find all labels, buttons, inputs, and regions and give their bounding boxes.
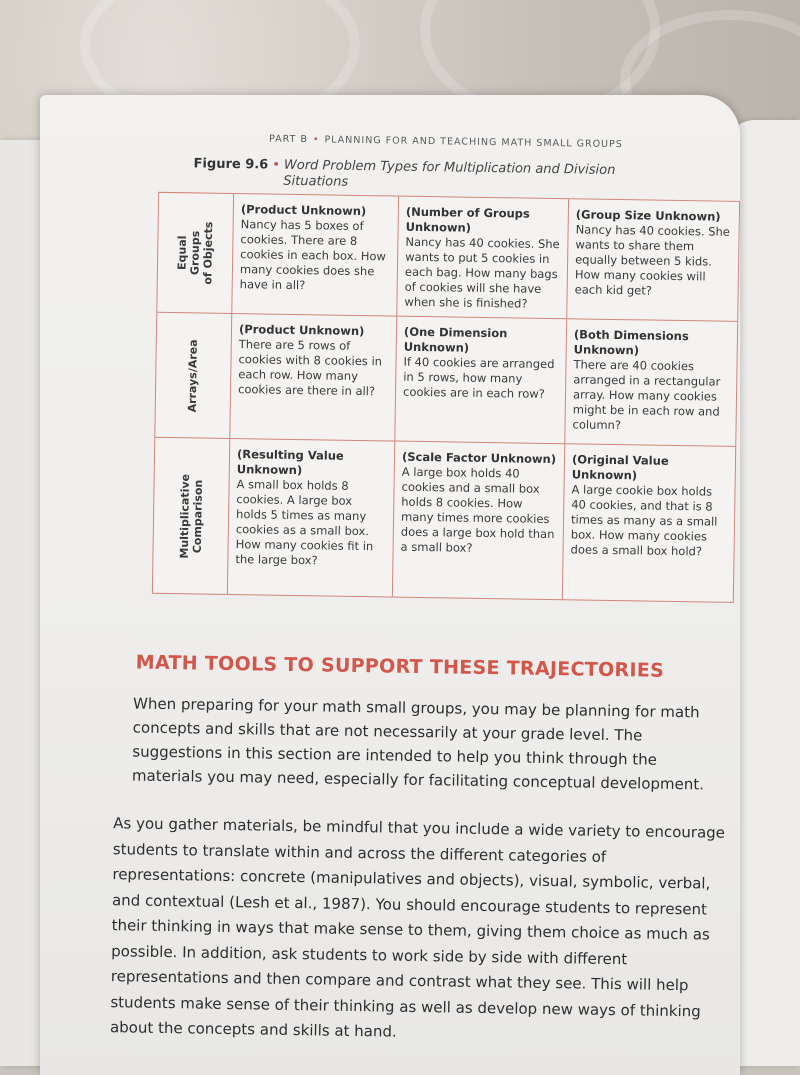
- cell-text: Nancy has 40 cookies. She wants to share them equally between 5 kids. How many cookies will each kid get?: [574, 222, 731, 298]
- cell-text: A large box holds 40 cookies and a small box holds 8 cookies. How many times more cookies does a large box hold than a small box?: [400, 464, 555, 555]
- table-cell: [397, 197, 569, 320]
- bullet-separator: •: [312, 134, 320, 146]
- figure-title: Word Problem Types for Multiplication and Division: [283, 157, 616, 178]
- table-cell: [565, 319, 737, 447]
- figure-label: Figure 9.6: [193, 156, 269, 173]
- body-paragraph: As you gather materials, be mindful that you include a wide variety to encourage students to translate within and across the different categories of representations: concrete (manipulatives and objects), visual, symbolic, verbal, and contextual (Lesh et al., 1987). You should encourage students to represent their thinking in ways that make sense to them, giving them choice as much as possible. In addition, ask students to work side by side with different representations and then compare and contrast what they see. This will help students make sense of their thinking as well as develop new ways of thinking about the concepts and skills at hand.: [109, 814, 726, 1041]
- row-label-equal-groups: Equal Groups of Objects: [157, 193, 234, 314]
- page-content: [40, 95, 740, 1075]
- table-cell: [567, 199, 739, 322]
- cell-title: (Original Value Unknown): [571, 452, 669, 483]
- cell-title: (Resulting Value Unknown): [236, 447, 344, 478]
- table-cell: [393, 442, 565, 600]
- bullet-separator: •: [272, 157, 281, 173]
- body-paragraph: When preparing for your math small groups, you may be planning for math concepts and skills that are not necessarily at your grade level. The suggestions in this section are intended to help you think through the materials you may need, especially for facilitating conceptual development.: [131, 694, 705, 794]
- running-header-part: PART B: [268, 133, 308, 146]
- cell-title: (Product Unknown): [238, 322, 365, 339]
- running-header: [269, 134, 623, 151]
- cell-title: (Scale Factor Unknown): [401, 449, 557, 467]
- table-cell: [563, 444, 735, 602]
- cell-title: (Group Size Unknown): [575, 207, 721, 224]
- book-page: [40, 95, 740, 1075]
- cell-text: Nancy has 5 boxes of cookies. There are 8 cookies in each box. How many cookies does she have in all?: [239, 217, 386, 293]
- cell-title: (Both Dimensions Unknown): [573, 327, 689, 358]
- cell-text: If 40 cookies are arranged in 5 rows, how many cookies are in each row?: [402, 354, 555, 401]
- figure-title-continued: Situations: [283, 173, 349, 190]
- table-cell: [395, 317, 567, 445]
- cell-title: (One Dimension Unknown): [403, 324, 508, 355]
- row-label-arrays-area: Arrays/Area: [155, 313, 232, 439]
- cell-text: There are 5 rows of cookies with 8 cookies in each row. How many cookies are there in all?: [237, 337, 383, 399]
- table-cell: [232, 194, 399, 317]
- figure-caption: [193, 156, 663, 195]
- table-cell: [228, 439, 395, 597]
- cell-title: (Product Unknown): [240, 202, 367, 219]
- section-heading: MATH TOOLS TO SUPPORT THESE TRAJECTORIES: [135, 651, 665, 682]
- row-label-multiplicative-comparison: Multiplicative Comparison: [153, 438, 230, 594]
- cell-text: A large cookie box holds 40 cookies, and that is 8 times as many as a small box. How many cookies does a small box hold?: [570, 482, 718, 559]
- running-header-title: PLANNING FOR AND TEACHING MATH SMALL GROUPS: [324, 134, 623, 151]
- word-problem-table: [152, 192, 740, 603]
- cell-title: (Number of Groups Unknown): [405, 204, 530, 235]
- cell-text: A small box holds 8 cookies. A large box holds 5 times as many cookies as a small box. How many cookies fit in the large box?: [235, 477, 374, 568]
- table-cell: [230, 314, 397, 442]
- cell-text: There are 40 cookies arranged in a rectangular array. How many cookies might be in each row and column?: [572, 357, 721, 433]
- cell-text: Nancy has 40 cookies. She wants to put 5 cookies in each bag. How many bags of cookies will she have when she is finished?: [404, 234, 560, 311]
